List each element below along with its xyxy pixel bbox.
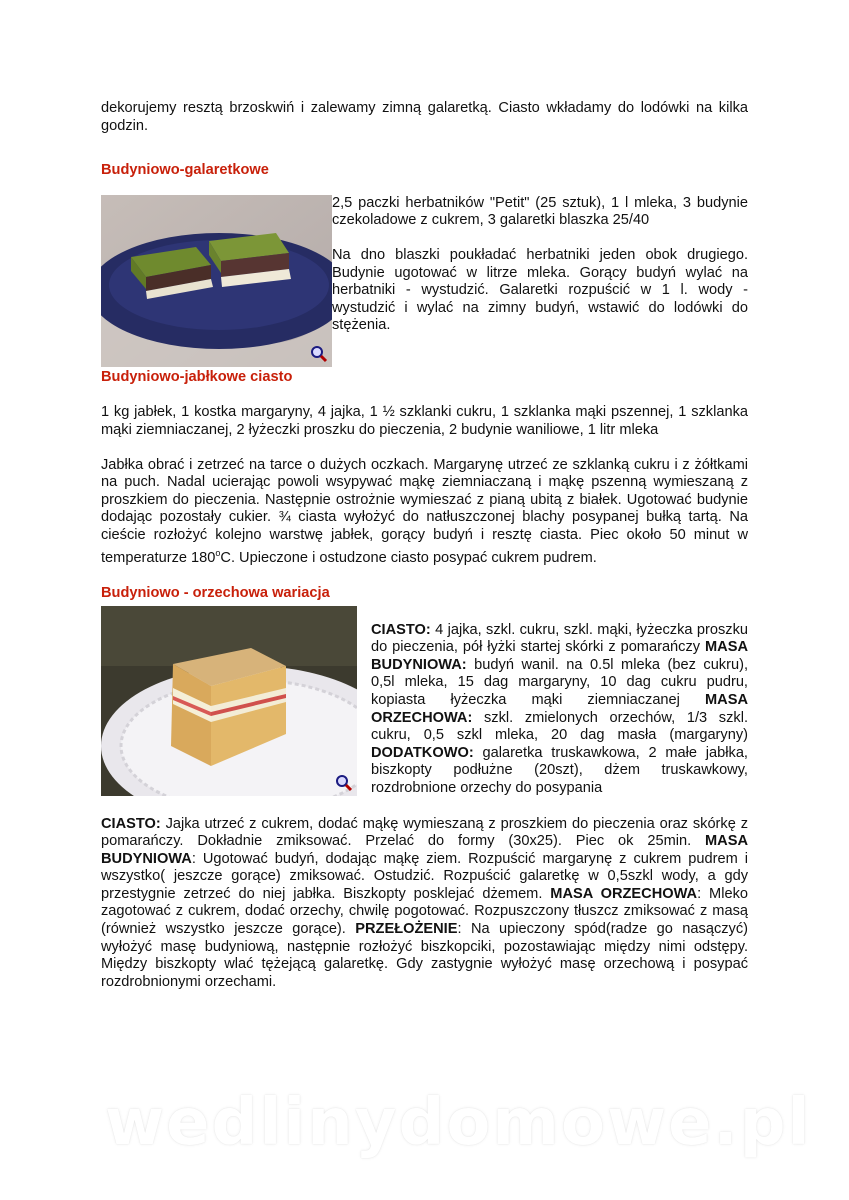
watermark: wedlinydomowe.pl	[105, 1086, 812, 1160]
document-page	[101, 100, 748, 991]
ingredients-text: CIASTO: 4 jajka, szkl. cukru, szkl. mąki, łyżeczka proszku do pieczenia, pół łyżki startej skórki z pomarańczy MASA BUDYNIOWA: budyń wanil. na 0.5l mleka (bez cukru), 0,5l mleka, 15 dag margaryny, 10 dag cukru pudru, kopiasta łyżeczka mąki ziemniaczanej MASA ORZECHOWA: szkl. zmielonych orzechów, 1/3 szkl. cukru, 0,5 szkl mleka, 20 dag masła (margaryny) DODATKOWO: galaretka truskawkowa, 2 małe jabłka, biszkopty podłużne (20szt), dżem truskawkowy, rozdrobnione orzechy do posypania	[371, 621, 748, 796]
ingredients-text: 1 kg jabłek, 1 kostka margaryny, 4 jajka, 1 ½ szklanki cukru, 1 szklanka mąki pszennej, 1 szklanka mąki ziemniaczanej, 2 łyżeczki proszku do pieczenia, 2 budynie waniliowe, 1 litr mleka	[101, 404, 748, 438]
recipe-block	[101, 606, 748, 798]
degree-sign: o	[215, 547, 221, 558]
magnifier-icon[interactable]	[335, 774, 353, 792]
recipe-title: Budyniowo-galaretkowe	[101, 162, 269, 179]
ingredients-text: 2,5 paczki herbatników "Petit" (25 sztuk), 1 l mleka, 3 budynie czekoladowe z cukrem, 3 galaretki blaszka 25/40	[332, 194, 748, 229]
method-text: CIASTO: Jajka utrzeć z cukrem, dodać mąkę wymieszaną z proszkiem do pieczenia oraz skórkę z pomarańczy. Dokładnie zmiksować. Przelać do formy (30x25). Piec ok 25min. MASA BUDYNIOWA: Ugotować budyń, dodając mąkę ziem. Rozpuścić margarynę z cukrem pudrem i wszystko( jeszcze gorące) zmiksować. Ostudzić. Rozpuścić galaretkę w 0,5szkl wody, a gdy przestygnie zetrzeć do niej jabłka. Biszkopty posklejać dżemem. MASA ORZECHOWA: Mleko zagotować z cukrem, dodać orzechy, chwilę pogotować. Rozpuszczony tłuszcz zmiksować z masą (również wszystko jeszcze gorące). PRZEŁOŻENIE: Na upieczony spód(radze go nasączyć) wyłożyć masę budyniową, następnie rozłożyć biszkopciki, pozostawiając między nimi odstępy. Między biszkopty wlać tężejącą galaretkę. Gdy zastygnie wyłożyć masę orzechową i posypać rozdrobnionymi orzechami.	[101, 815, 748, 990]
intro-paragraph: dekorujemy resztą brzoskwiń i zalewamy zimną galaretką. Ciasto wkładamy do lodówki na kilka godzin.	[101, 100, 748, 134]
recipe-block	[101, 195, 748, 367]
photo-jelly-cake	[101, 195, 332, 367]
photo-layered-cake	[101, 606, 357, 796]
recipe-title: Budyniowo-jabłkowe ciasto	[101, 368, 293, 385]
recipe-title: Budyniowo - orzechowa wariacja	[101, 584, 330, 601]
magnifier-icon[interactable]	[310, 345, 328, 363]
method-text: Jabłka obrać i zetrzeć na tarce o dużych oczkach. Margarynę utrzeć ze szklanką cukru i z żółtkami na puch. Nadal ucierając powoli wsypywać mąkę ziemniaczaną i mąkę pszenną wymieszaną z proszkiem do pieczenia. Następnie ostrożnie wymieszać z pianą ubitą z białek. Ugotować budynie dodając pozostały cukier. ¾ ciasta wyłożyć do natłuszczonej blachy posypanej bułką tartą. Na cieście rozłożyć kolejno warstwę jabłek, gorący budyń i resztę ciasta. Piec około 50 minut w temperaturze 180$^o$C. Upieczone i ostudzone ciasto posypać cukrem pudrem.	[101, 456, 748, 566]
method-text: Na dno blaszki poukładać herbatniki jeden obok drugiego. Budynie ugotować w litrze mleka. Gorący budyń wylać na herbatniki - wystudzić. Galaretki rozpuścić w 1 l. wody - wystudzić i wylać na zimny budyń, wstawić do lodówki do stężenia.	[332, 246, 748, 334]
recipe-text	[332, 195, 748, 335]
